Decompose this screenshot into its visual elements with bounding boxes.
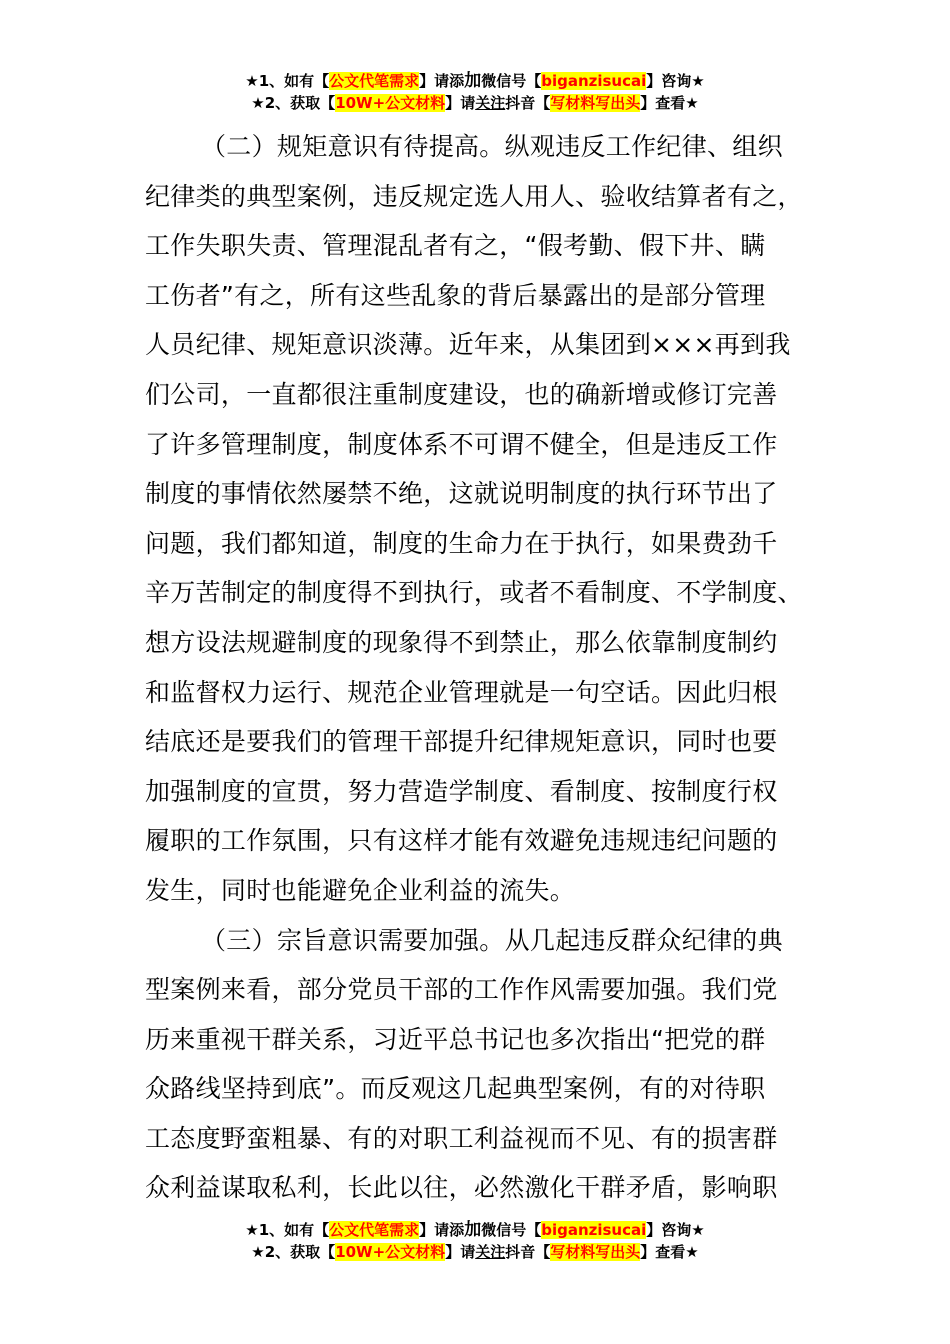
promo-emphasis: 加 [464, 71, 482, 91]
promo-wechat-id: biganzisucai [541, 1221, 647, 1239]
promo-text: 微信号【 [481, 72, 542, 90]
promo-text: ★1、如有【 [245, 1221, 330, 1239]
text-line: 辛万苦制定的制度得不到执行，或者不看制度、不学制度、 [145, 578, 803, 608]
text-line: 履职的工作氛围，只有这样才能有效避免违规违纪问题的 [145, 826, 778, 856]
text-line: 型案例来看，部分党员干部的工作作风需要加强。我们党 [145, 975, 778, 1005]
promo-text: 抖音【 [505, 1243, 551, 1261]
text-line: 众利益谋取私利，长此以往，必然激化干群矛盾，影响职 [145, 1173, 778, 1203]
text-line: （三）宗旨意识需要加强。从几起违反群众纪律的典 [201, 925, 783, 955]
promo-emphasis: 关注 [475, 1243, 506, 1261]
text-line: 制度的事情依然屡禁不绝，这就说明制度的执行环节出了 [145, 479, 778, 509]
text-line: 众路线坚持到底”。而反观这几起典型案例，有的对待职 [145, 1074, 766, 1104]
promo-text: 】请添 [419, 72, 465, 90]
promo-emphasis: 加 [464, 1220, 482, 1240]
promo-text: 】查看★ [640, 94, 699, 112]
document-body [145, 122, 810, 1213]
promo-highlight: 10W+公文材料 [335, 1243, 446, 1261]
text-line: 了许多管理制度，制度体系不可谓不健全，但是违反工作 [145, 429, 778, 459]
text-line: 纪律类的典型案例，违反规定选人用人、验收结算者有之， [145, 181, 803, 211]
promo-text: 】请添 [419, 1221, 465, 1239]
text-line: 人员纪律、规矩意识淡薄。近年来，从集团到×××再到我 [145, 330, 791, 360]
promo-text: 抖音【 [505, 94, 551, 112]
promo-text: 】咨询★ [646, 72, 705, 90]
promo-text: 】查看★ [640, 1243, 699, 1261]
paragraph-section-3 [145, 916, 810, 1214]
promo-highlight: 公文代笔需求 [329, 1221, 420, 1239]
promo-emphasis: 关注 [475, 94, 506, 112]
text-line: 工伤者”有之，所有这些乱象的背后暴露出的是部分管理 [145, 280, 766, 310]
text-line: 和监督权力运行、规范企业管理就是一句空话。因此归根 [145, 677, 778, 707]
text-line: 工态度野蛮粗暴、有的对职工利益视而不见、有的损害群 [145, 1123, 778, 1153]
promo-text: 】请 [445, 94, 476, 112]
promo-text: 】请 [445, 1243, 476, 1261]
text-line: 们公司，一直都很注重制度建设，也的确新增或修订完善 [145, 379, 778, 409]
promo-text: ★2、获取【 [251, 1243, 336, 1261]
text-line: 发生，同时也能避免企业利益的流失。 [145, 875, 576, 905]
header-promo-banner [0, 70, 950, 114]
promo-text: 】咨询★ [646, 1221, 705, 1239]
text-line: 想方设法规避制度的现象得不到禁止，那么依靠制度制约 [145, 627, 778, 657]
promo-line-1 [0, 1219, 950, 1241]
promo-text: ★1、如有【 [245, 72, 330, 90]
promo-text: 微信号【 [481, 1221, 542, 1239]
promo-highlight: 10W+公文材料 [335, 94, 446, 112]
text-line: 问题，我们都知道，制度的生命力在于执行，如果费劲千 [145, 528, 778, 558]
promo-line-2 [0, 1241, 950, 1263]
text-line: 结底还是要我们的管理干部提升纪律规矩意识，同时也要 [145, 727, 778, 757]
promo-douyin-account: 写材料写出头 [550, 94, 641, 112]
promo-line-1 [0, 70, 950, 92]
promo-douyin-account: 写材料写出头 [550, 1243, 641, 1261]
paragraph-section-2 [145, 122, 810, 916]
promo-highlight: 公文代笔需求 [329, 72, 420, 90]
text-line: 工作失职失责、管理混乱者有之，“假考勤、假下井、瞒 [145, 231, 766, 261]
promo-wechat-id: biganzisucai [541, 72, 647, 90]
promo-text: ★2、获取【 [251, 94, 336, 112]
footer-promo-banner [0, 1219, 950, 1263]
text-line: 加强制度的宣贯，努力营造学制度、看制度、按制度行权 [145, 776, 778, 806]
text-line: 历来重视干群关系，习近平总书记也多次指出“把党的群 [145, 1024, 766, 1054]
promo-line-2 [0, 92, 950, 114]
text-line: （二）规矩意识有待提高。纵观违反工作纪律、组织 [201, 132, 783, 161]
